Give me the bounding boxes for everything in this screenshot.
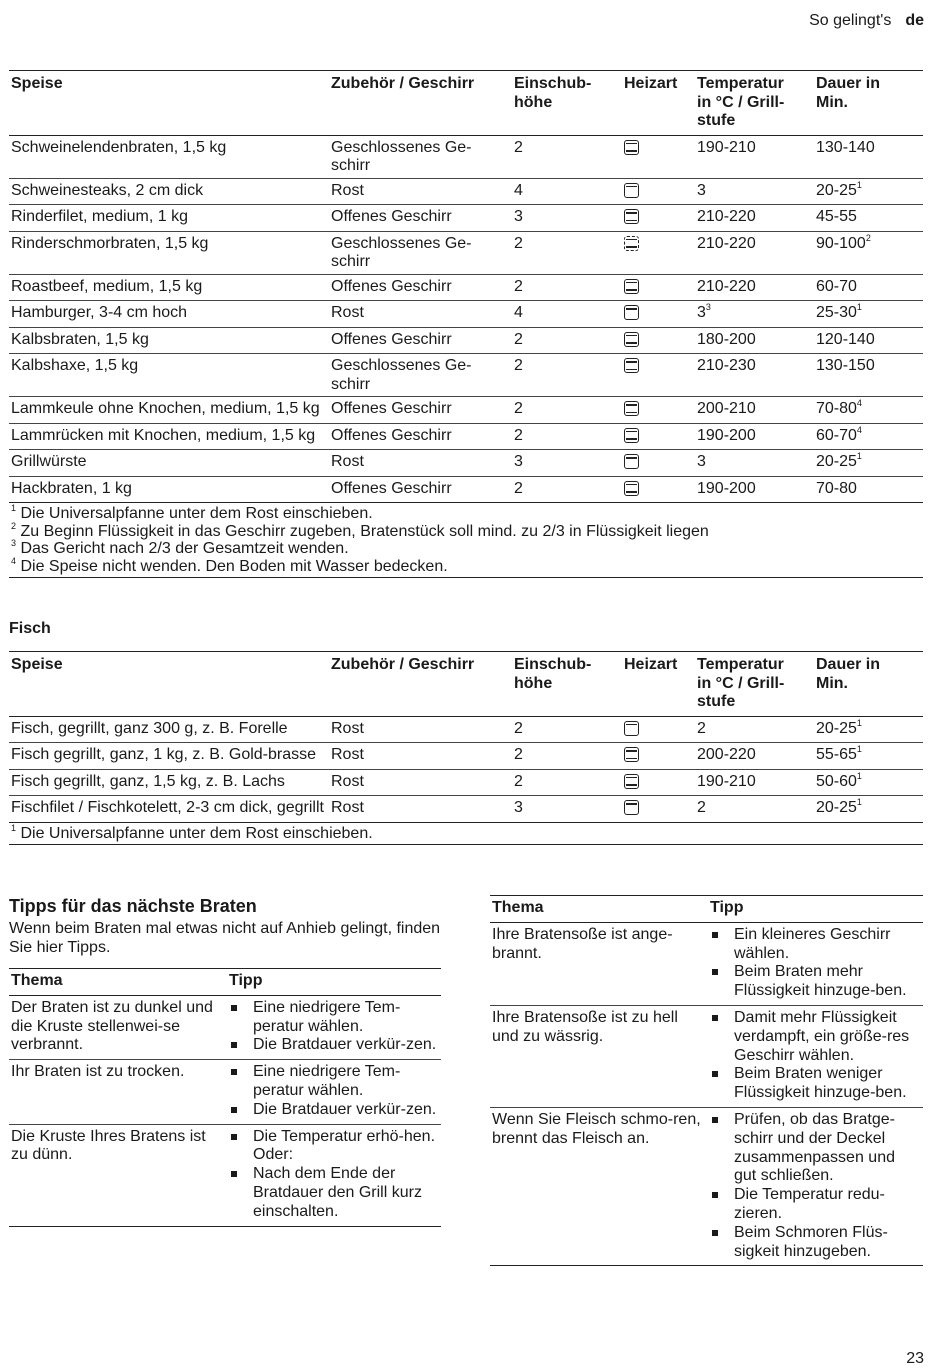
col-header-speise: Speise (11, 656, 63, 673)
footnote-ref: 1 (856, 770, 862, 781)
dauer-value: 55-65 (816, 746, 857, 763)
cell-hoehe: 2 (514, 772, 523, 790)
cell-dauer (814, 205, 923, 232)
dauer-value: 25-30 (816, 304, 857, 321)
temp-value: 2 (697, 799, 706, 816)
cell-temp (695, 796, 814, 823)
col-header-einschub: Einschub- höhe (514, 75, 592, 111)
cell-dauer (814, 397, 923, 424)
table-header-row (9, 71, 923, 136)
tipp-text: Eine niedrigere Tem-peratur wählen. (253, 998, 401, 1035)
dauer-value: 130-150 (816, 357, 875, 374)
header-lang: de (905, 12, 924, 29)
table-row (9, 743, 923, 770)
tipp-list (710, 1009, 921, 1103)
cell-heizart (622, 135, 695, 178)
cell-hoehe: 2 (514, 234, 523, 252)
col-header-thema: Thema (11, 972, 63, 989)
temp-value: 190-210 (697, 138, 756, 156)
table-row (9, 397, 923, 424)
cell-hoehe: 2 (514, 138, 523, 156)
header-title: So gelingt's (809, 12, 892, 29)
top-bottom-heat-icon (624, 401, 639, 416)
cell-heizart (622, 327, 695, 354)
footnote-text: Die Universalpfanne unter dem Rost einschieben. (20, 824, 373, 842)
col-header-temperatur: Temperatur in °C / Grill- stufe (697, 656, 785, 710)
cell-heizart (622, 205, 695, 232)
bullet-icon (712, 1192, 718, 1198)
tipp-item (710, 1186, 921, 1224)
tips-title: Tipps für das nächste Braten (9, 896, 257, 916)
cell-dauer (814, 769, 923, 796)
tips-row (9, 1124, 441, 1226)
tipp-text: Die Temperatur erhö-hen. (253, 1127, 436, 1145)
cell-tipp (708, 1107, 923, 1265)
table-row (9, 716, 923, 743)
bullet-icon (712, 932, 718, 938)
cell-heizart (622, 354, 695, 397)
col-header-zubehoer: Zubehör / Geschirr (331, 75, 475, 92)
temp-value: 190-210 (697, 772, 756, 790)
table-row (9, 769, 923, 796)
col-header-tipp: Tipp (229, 972, 263, 989)
cell-hoehe: 2 (514, 746, 523, 763)
tips-row (490, 1107, 923, 1265)
cell-dauer (814, 231, 923, 274)
tips-table-left (9, 968, 441, 1227)
cell-speise: Schweinesteaks, 2 cm dick (11, 181, 204, 199)
tipp-item (710, 1009, 921, 1065)
cell-dauer (814, 354, 923, 397)
cell-heizart (622, 743, 695, 770)
cell-temp (695, 397, 814, 424)
tipp-list (710, 926, 921, 1001)
tipp-item (229, 1036, 439, 1055)
cell-dauer (814, 135, 923, 178)
footnote-text: Das Gericht nach 2/3 der Gesamtzeit wenden. (20, 540, 349, 557)
footnotes (9, 822, 923, 845)
cell-thema: Ihre Bratensoße ist zu hell und zu wässrig. (492, 1008, 678, 1045)
table-row (9, 178, 923, 205)
cell-hoehe: 2 (514, 400, 523, 417)
cell-dauer (814, 743, 923, 770)
footnote (11, 540, 921, 558)
cell-zubehoer: Offenes Geschirr (331, 400, 452, 417)
grill-icon (624, 800, 639, 815)
footnote-ref: 3 (705, 302, 711, 312)
col-header-zubehoer: Zubehör / Geschirr (331, 656, 475, 673)
page-number: 23 (906, 1350, 924, 1367)
cell-dauer (814, 716, 923, 743)
table-row (9, 301, 923, 328)
cell-zubehoer: Rost (331, 304, 364, 321)
dauer-value: 70-80 (816, 400, 857, 417)
grill-icon (624, 454, 639, 469)
footnote-text: Die Universalpfanne unter dem Rost einschieben. (20, 505, 373, 522)
cell-hoehe: 3 (514, 453, 523, 470)
cell-speise: Rinderschmorbraten, 1,5 kg (11, 234, 209, 252)
cell-temp (695, 423, 814, 450)
cell-temp (695, 178, 814, 205)
bullet-icon (712, 1117, 718, 1123)
tipp-item (229, 1146, 439, 1165)
col-header-dauer: Dauer in Min. (816, 656, 881, 692)
cell-zubehoer: Geschlossenes Ge-schirr (331, 234, 472, 270)
cell-temp (695, 301, 814, 328)
dauer-value: 50-60 (816, 772, 857, 790)
cell-zubehoer: Offenes Geschirr (331, 479, 452, 497)
grill-icon (624, 183, 639, 198)
tipp-list (710, 1111, 921, 1261)
footnote (11, 520, 921, 541)
footnote-ref: 1 (856, 744, 862, 754)
cell-zubehoer: Offenes Geschirr (331, 277, 452, 295)
bullet-icon (231, 1042, 237, 1048)
cell-speise: Hamburger, 3-4 cm hoch (11, 304, 188, 321)
cell-temp (695, 743, 814, 770)
temp-value: 190-200 (697, 426, 756, 444)
cell-speise: Fischfilet / Fischkotelett, 2-3 cm dick, gegrillt (11, 799, 324, 816)
col-header-heizart: Heizart (624, 75, 678, 92)
cell-zubehoer: Offenes Geschirr (331, 330, 452, 348)
table-row (9, 327, 923, 354)
cell-temp (695, 354, 814, 397)
tips-table-right (490, 895, 923, 1266)
temp-value: 210-220 (697, 277, 756, 295)
cell-hoehe: 2 (514, 357, 523, 374)
temp-value: 3 (697, 453, 706, 470)
cell-hoehe: 2 (514, 277, 523, 295)
tips-row (9, 1060, 441, 1124)
temp-value: 2 (697, 719, 706, 737)
bullet-icon (712, 1015, 718, 1021)
table-row (9, 135, 923, 178)
cell-zubehoer: Rost (331, 772, 364, 790)
footnote-number: 3 (11, 538, 17, 548)
cell-heizart (622, 178, 695, 205)
table-header-row (9, 652, 923, 717)
tipp-text: Oder: (253, 1146, 294, 1164)
cell-zubehoer: Offenes Geschirr (331, 208, 452, 225)
tipp-text: Die Temperatur redu-zieren. (734, 1186, 885, 1222)
tipp-text: Ein kleineres Geschirr wählen. (734, 925, 891, 962)
cell-temp (695, 327, 814, 354)
cell-temp (695, 135, 814, 178)
table-row (9, 274, 923, 301)
tipp-item (710, 1224, 921, 1262)
dauer-value: 60-70 (816, 426, 857, 444)
tipp-text: Damit mehr Flüssigkeit verdampft, ein größe-res Geschirr wählen. (734, 1008, 910, 1064)
cell-speise: Fisch gegrillt, ganz, 1,5 kg, z. B. Lachs (11, 772, 285, 790)
col-header-thema: Thema (492, 899, 544, 916)
cell-hoehe: 2 (514, 719, 523, 737)
cell-speise: Roastbeef, medium, 1,5 kg (11, 277, 203, 295)
footnote (11, 505, 921, 523)
cell-temp (695, 205, 814, 232)
dauer-value: 90-100 (816, 234, 866, 252)
cell-temp (695, 769, 814, 796)
fish-table (9, 651, 923, 845)
dauer-value: 70-80 (816, 479, 857, 497)
footnote-ref: 4 (856, 398, 862, 408)
cell-dauer (814, 476, 923, 503)
tipp-item (710, 1065, 921, 1103)
cell-zubehoer: Rost (331, 799, 364, 816)
top-bottom-heat-icon (624, 140, 639, 155)
tipp-item (229, 999, 439, 1037)
dauer-value: 60-70 (816, 277, 857, 295)
cell-heizart (622, 450, 695, 477)
temp-value: 210-220 (697, 208, 756, 225)
grill-icon (624, 721, 639, 736)
col-header-dauer: Dauer in Min. (816, 75, 881, 111)
dauer-value: 120-140 (816, 330, 875, 348)
tipp-text: Eine niedrigere Tem-peratur wählen. (253, 1063, 401, 1099)
top-bottom-heat-icon (624, 481, 639, 496)
footnote-ref: 1 (856, 302, 862, 312)
dauer-value: 20-25 (816, 453, 857, 470)
bullet-icon (231, 1134, 237, 1140)
col-header-heizart: Heizart (624, 656, 678, 673)
cell-zubehoer: Rost (331, 719, 364, 737)
bullet-icon (712, 1071, 718, 1077)
cell-speise: Schweinelendenbraten, 1,5 kg (11, 138, 227, 156)
bullet-icon (231, 1171, 237, 1177)
table-row (9, 450, 923, 477)
cell-temp (695, 274, 814, 301)
bullet-icon (231, 1107, 237, 1113)
top-bottom-heat-icon (624, 358, 639, 373)
footnote-number: 2 (11, 520, 17, 531)
cell-heizart (622, 796, 695, 823)
tips-row (490, 1005, 923, 1107)
table-row (9, 205, 923, 232)
meat-table (9, 70, 923, 578)
dauer-value: 45-55 (816, 208, 857, 225)
cell-thema: Die Kruste Ihres Bratens ist zu dünn. (11, 1127, 206, 1164)
dauer-value: 130-140 (816, 138, 875, 156)
cell-tipp (708, 922, 923, 1005)
cell-speise: Fisch, gegrillt, ganz 300 g, z. B. Forelle (11, 719, 288, 737)
cell-dauer (814, 423, 923, 450)
footnote-number: 1 (11, 503, 17, 513)
temp-value: 200-220 (697, 746, 756, 763)
cell-zubehoer: Rost (331, 746, 364, 763)
cell-tipp (708, 1005, 923, 1107)
cell-speise: Lammkeule ohne Knochen, medium, 1,5 kg (11, 400, 320, 417)
cell-heizart (622, 397, 695, 424)
tipp-text: Die Bratdauer verkür-zen. (253, 1036, 437, 1054)
footnotes-row (9, 822, 923, 845)
footnote-ref: 1 (856, 797, 862, 807)
footnote-ref: 1 (856, 179, 862, 190)
top-bottom-heat-eco-icon (624, 236, 639, 251)
bullet-icon (712, 1230, 718, 1236)
cell-temp (695, 476, 814, 503)
tipp-item (229, 1128, 439, 1147)
footnote-number: 1 (11, 822, 17, 833)
cell-dauer (814, 450, 923, 477)
tipp-item (229, 1063, 439, 1101)
temp-value: 210-230 (697, 357, 756, 374)
tipp-item (710, 926, 921, 964)
cell-hoehe: 4 (514, 304, 523, 321)
tipp-text: Beim Braten mehr Flüssigkeit hinzuge-ben. (734, 963, 907, 1000)
tipp-item (229, 1165, 439, 1221)
dauer-value: 20-25 (816, 719, 857, 737)
col-header-tipp: Tipp (710, 899, 744, 916)
cell-speise: Kalbshaxe, 1,5 kg (11, 357, 139, 374)
cell-hoehe: 2 (514, 426, 523, 444)
cell-zubehoer: Rost (331, 453, 364, 470)
cell-heizart (622, 716, 695, 743)
tips-intro: Wenn beim Braten mal etwas nicht auf Anhieb gelingt, finden Sie hier Tipps. (9, 920, 441, 956)
temp-value: 200-210 (697, 400, 756, 417)
tipp-text: Prüfen, ob das Bratge-schirr und der Deckel zusammenpassen und gut schließen. (734, 1110, 895, 1185)
table-row (9, 354, 923, 397)
cell-dauer (814, 327, 923, 354)
footnote (11, 555, 921, 576)
cell-thema: Ihre Bratensoße ist ange-brannt. (492, 925, 673, 962)
tipp-text: Die Bratdauer verkür-zen. (253, 1100, 437, 1118)
tipp-text: Nach dem Ende der Bratdauer den Grill kurz einschalten. (253, 1165, 422, 1220)
tips-header-row (9, 969, 441, 996)
footnote-ref: 4 (856, 424, 862, 435)
tipp-list (229, 1063, 439, 1119)
dauer-value: 20-25 (816, 799, 857, 816)
cell-hoehe: 3 (514, 208, 523, 225)
bullet-icon (231, 1005, 237, 1011)
cell-tipp (227, 1124, 441, 1226)
cell-heizart (622, 301, 695, 328)
tipp-list (229, 999, 439, 1055)
footnotes (9, 503, 923, 578)
bullet-icon (231, 1069, 237, 1075)
running-header (809, 12, 924, 30)
footnote-ref: 1 (856, 451, 862, 461)
dauer-value: 20-25 (816, 181, 857, 199)
temp-value: 190-200 (697, 479, 756, 497)
table-row (9, 423, 923, 450)
cell-dauer (814, 301, 923, 328)
col-header-speise: Speise (11, 75, 63, 92)
footnote-ref: 2 (865, 232, 871, 243)
tipp-text: Beim Braten weniger Flüssigkeit hinzuge-ben. (734, 1065, 907, 1102)
footnote-ref: 1 (856, 717, 862, 728)
top-bottom-heat-icon (624, 332, 639, 347)
tipp-item (229, 1101, 439, 1120)
cell-temp (695, 716, 814, 743)
cell-dauer (814, 274, 923, 301)
footnotes-row (9, 503, 923, 578)
grill-icon (624, 305, 639, 320)
cell-thema: Wenn Sie Fleisch schmo-ren, brennt das Fleisch an. (492, 1110, 701, 1147)
table-row (9, 476, 923, 503)
temp-value: 3 (697, 181, 706, 199)
temp-value: 180-200 (697, 330, 756, 348)
footnote-text: Zu Beginn Flüssigkeit in das Geschirr zugeben, Bratenstück soll mind. zu 2/3 in Flüssigkeit liegen (20, 522, 709, 540)
table-row (9, 796, 923, 823)
cell-speise: Kalbsbraten, 1,5 kg (11, 330, 149, 348)
top-bottom-heat-icon (624, 774, 639, 789)
temp-value: 210-220 (697, 234, 756, 252)
col-header-einschub: Einschub- höhe (514, 656, 592, 692)
bullet-icon (712, 969, 718, 975)
cell-heizart (622, 231, 695, 274)
tips-row (9, 995, 441, 1059)
cell-hoehe: 3 (514, 799, 523, 816)
tipp-item (710, 963, 921, 1001)
cell-hoehe: 2 (514, 479, 523, 497)
tips-header-row (490, 896, 923, 923)
top-bottom-heat-icon (624, 428, 639, 443)
cell-temp (695, 450, 814, 477)
cell-heizart (622, 274, 695, 301)
footnote (11, 822, 921, 843)
cell-hoehe: 4 (514, 181, 523, 199)
temp-value: 3 (697, 304, 706, 321)
cell-hoehe: 2 (514, 330, 523, 348)
cell-speise: Grillwürste (11, 453, 87, 470)
cell-heizart (622, 476, 695, 503)
tipp-item (710, 1111, 921, 1186)
tipp-list (229, 1128, 439, 1222)
cell-zubehoer: Geschlossenes Ge-schirr (331, 138, 472, 174)
cell-speise: Fisch gegrillt, ganz, 1 kg, z. B. Gold-brasse (11, 746, 317, 763)
cell-zubehoer: Offenes Geschirr (331, 426, 452, 444)
top-bottom-heat-icon (624, 209, 639, 224)
cell-speise: Lammrücken mit Knochen, medium, 1,5 kg (11, 426, 316, 444)
top-bottom-heat-icon (624, 747, 639, 762)
section-label-fisch: Fisch (9, 620, 51, 637)
cell-tipp (227, 995, 441, 1059)
cell-heizart (622, 769, 695, 796)
top-bottom-heat-icon (624, 279, 639, 294)
cell-tipp (227, 1060, 441, 1124)
cell-thema: Der Braten ist zu dunkel und die Kruste stellenwei-se verbrannt. (11, 998, 213, 1054)
cell-dauer (814, 796, 923, 823)
cell-speise: Hackbraten, 1 kg (11, 479, 132, 497)
cell-heizart (622, 423, 695, 450)
footnote-number: 4 (11, 555, 17, 566)
cell-speise: Rinderfilet, medium, 1 kg (11, 208, 188, 225)
cell-zubehoer: Geschlossenes Ge-schirr (331, 357, 472, 393)
cell-dauer (814, 178, 923, 205)
footnote-text: Die Speise nicht wenden. Den Boden mit Wasser bedecken. (20, 557, 448, 575)
tips-row (490, 922, 923, 1005)
cell-zubehoer: Rost (331, 181, 364, 199)
cell-temp (695, 231, 814, 274)
col-header-temperatur: Temperatur in °C / Grill- stufe (697, 75, 785, 129)
table-row (9, 231, 923, 274)
tipp-text: Beim Schmoren Flüs-sigkeit hinzugeben. (734, 1223, 888, 1260)
cell-thema: Ihr Braten ist zu trocken. (11, 1063, 185, 1081)
